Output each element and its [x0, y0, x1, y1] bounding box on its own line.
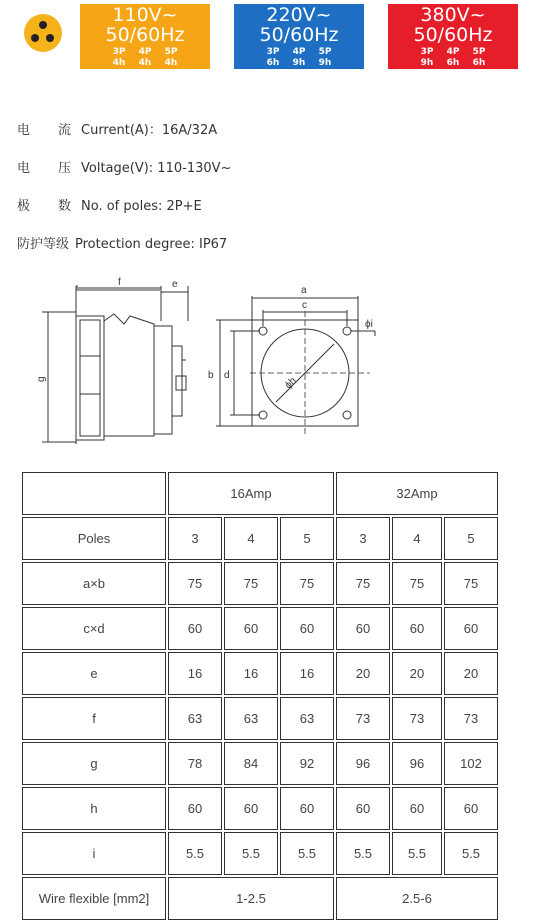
svg-text:ϕh: ϕh [283, 375, 299, 392]
wire-label: Wire flexible [mm2] [22, 877, 166, 920]
table-row [22, 742, 498, 785]
cell-value: 5.5 [280, 832, 334, 875]
svg-text:e: e [172, 279, 178, 290]
badge-frequency: 50/60Hz [105, 24, 185, 46]
badge-hour: 9h [292, 58, 306, 68]
badge-hour: 9h [318, 58, 332, 68]
cell-value: 20 [392, 652, 442, 695]
voltage-badge-0 [80, 4, 210, 69]
cell-value: 20 [444, 652, 498, 695]
badge-hours [388, 58, 518, 68]
cell-value: 5.5 [444, 832, 498, 875]
cell-value: 4 [224, 517, 278, 560]
cell-value: 60 [168, 787, 222, 830]
wire-32amp: 2.5-6 [336, 877, 498, 920]
cell-value: 92 [280, 742, 334, 785]
badge-pole: 5P [318, 47, 332, 57]
badge-pole: 3P [112, 47, 126, 57]
cell-value: 20 [336, 652, 390, 695]
badge-hours [234, 58, 364, 68]
voltage-badge-1 [234, 4, 364, 69]
badge-frequency: 50/60Hz [259, 24, 339, 46]
dimension-drawing [30, 276, 390, 446]
cell-value: 75 [336, 562, 390, 605]
badge-pole: 4P [292, 47, 306, 57]
svg-text:a: a [301, 285, 307, 296]
cell-value: 75 [280, 562, 334, 605]
cell-value: 3 [168, 517, 222, 560]
cell-value: 16 [224, 652, 278, 695]
badge-hour: 9h [420, 58, 434, 68]
badge-pole: 3P [266, 47, 280, 57]
row-label: h [22, 787, 166, 830]
cell-value: 3 [336, 517, 390, 560]
svg-text:f: f [118, 277, 121, 288]
cell-value: 5 [280, 517, 334, 560]
badge-voltage: 220V~ [266, 4, 332, 26]
spec-protection: 防护等级 Protection degree: IP67 [17, 237, 228, 252]
badge-voltage: 380V~ [420, 4, 486, 26]
cell-value: 60 [224, 607, 278, 650]
cell-value: 16 [280, 652, 334, 695]
badge-pole: 5P [164, 47, 178, 57]
cell-value: 60 [392, 787, 442, 830]
table-row [22, 832, 498, 875]
cell-value: 75 [392, 562, 442, 605]
cell-value: 63 [280, 697, 334, 740]
cell-value: 60 [336, 607, 390, 650]
cell-value: 102 [444, 742, 498, 785]
badge-poles [80, 47, 210, 57]
row-label: g [22, 742, 166, 785]
table-row [22, 652, 498, 695]
wire-row [22, 877, 498, 920]
cell-value: 60 [280, 787, 334, 830]
row-label: a×b [22, 562, 166, 605]
table-row [22, 607, 498, 650]
cell-value: 60 [336, 787, 390, 830]
svg-text:c: c [302, 300, 307, 311]
cell-value: 60 [444, 787, 498, 830]
cell-value: 5.5 [392, 832, 442, 875]
svg-text:g: g [36, 376, 47, 382]
cell-value: 75 [224, 562, 278, 605]
row-label: f [22, 697, 166, 740]
svg-text:b: b [208, 370, 214, 381]
cell-value: 96 [336, 742, 390, 785]
cell-value: 60 [280, 607, 334, 650]
svg-text:d: d [224, 370, 230, 381]
cell-value: 73 [444, 697, 498, 740]
table-row [22, 562, 498, 605]
svg-text:ϕi: ϕi [365, 319, 373, 330]
row-label: Poles [22, 517, 166, 560]
cell-value: 63 [168, 697, 222, 740]
badge-poles [234, 47, 364, 57]
cell-value: 5.5 [336, 832, 390, 875]
badge-hours [80, 58, 210, 68]
badge-pole: 4P [446, 47, 460, 57]
row-label: i [22, 832, 166, 875]
badge-hour: 4h [112, 58, 126, 68]
badge-poles [388, 47, 518, 57]
row-label: e [22, 652, 166, 695]
cell-value: 4 [392, 517, 442, 560]
cell-value: 96 [392, 742, 442, 785]
row-label: c×d [22, 607, 166, 650]
table-row [22, 787, 498, 830]
cell-value: 73 [336, 697, 390, 740]
spec-table [20, 470, 500, 922]
cell-value: 75 [168, 562, 222, 605]
table-header-row [22, 472, 498, 515]
badge-frequency: 50/60Hz [413, 24, 493, 46]
spec-current: 电 流 Current(A)：16A/32A [17, 123, 218, 138]
cell-value: 16 [168, 652, 222, 695]
cell-value: 75 [444, 562, 498, 605]
cell-value: 5.5 [168, 832, 222, 875]
badge-pole: 4P [138, 47, 152, 57]
cell-value: 60 [392, 607, 442, 650]
spec-voltage: 电 压 Voltage(V): 110-130V~ [17, 161, 232, 176]
cell-value: 73 [392, 697, 442, 740]
badge-voltage: 110V~ [112, 4, 178, 26]
wire-16amp: 1-2.5 [168, 877, 334, 920]
cell-value: 60 [168, 607, 222, 650]
cell-value: 84 [224, 742, 278, 785]
badge-hour: 4h [138, 58, 152, 68]
header-16amp: 16Amp [168, 472, 334, 515]
socket-pin-logo-icon [24, 14, 62, 52]
badge-hour: 4h [164, 58, 178, 68]
table-row [22, 697, 498, 740]
cell-value: 60 [224, 787, 278, 830]
badge-hour: 6h [472, 58, 486, 68]
header-blank-cell [22, 472, 166, 515]
header-32amp: 32Amp [336, 472, 498, 515]
voltage-badge-2 [388, 4, 518, 69]
badge-pole: 5P [472, 47, 486, 57]
cell-value: 60 [444, 607, 498, 650]
cell-value: 63 [224, 697, 278, 740]
badge-hour: 6h [266, 58, 280, 68]
cell-value: 5.5 [224, 832, 278, 875]
badge-hour: 6h [446, 58, 460, 68]
badge-pole: 3P [420, 47, 434, 57]
table-row [22, 517, 498, 560]
cell-value: 78 [168, 742, 222, 785]
spec-poles: 极 数 No. of poles: 2P+E [17, 199, 202, 214]
cell-value: 5 [444, 517, 498, 560]
